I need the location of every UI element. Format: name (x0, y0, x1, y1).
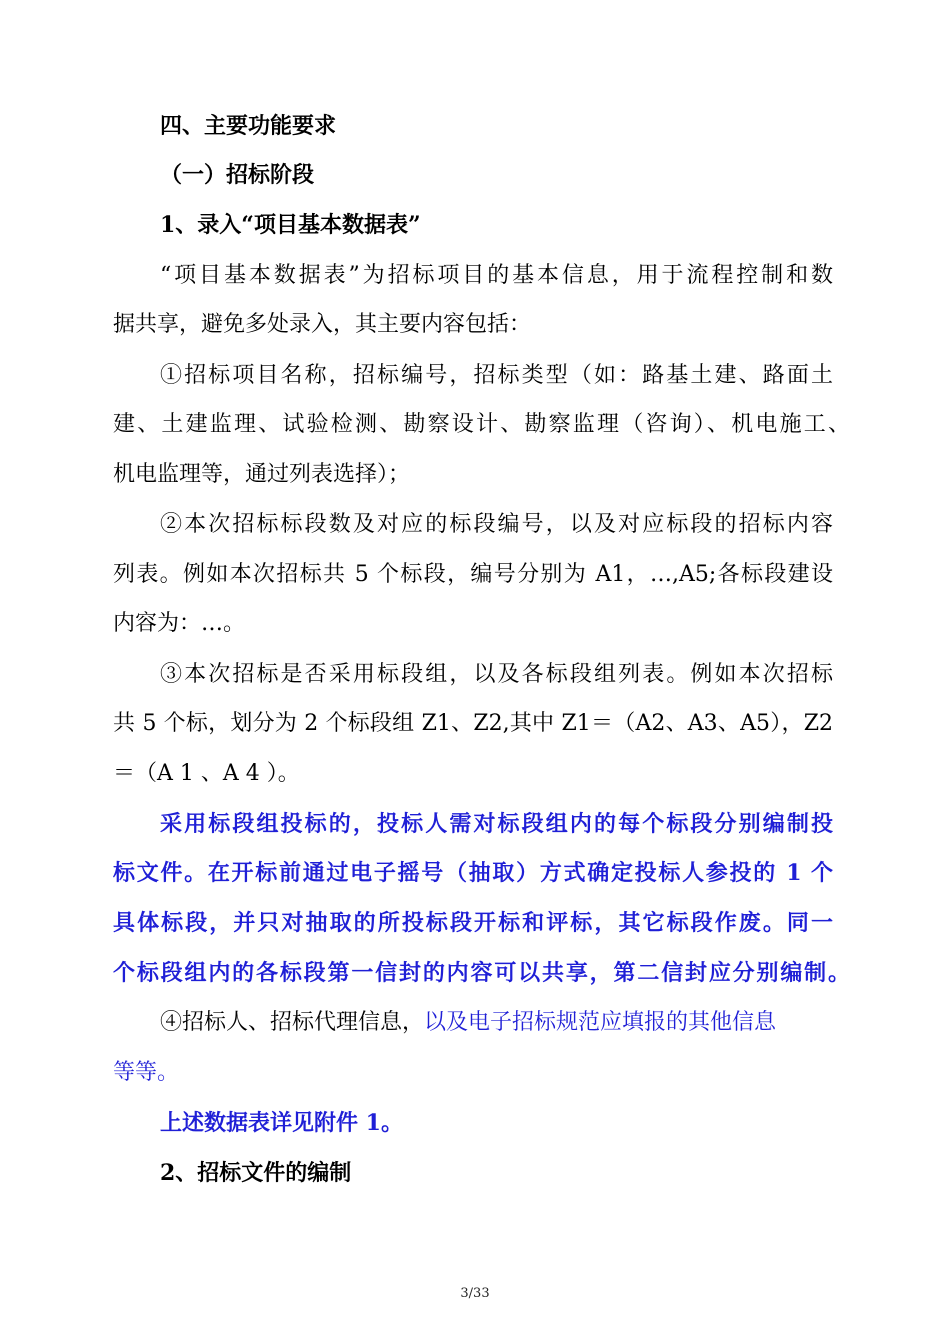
point4-line-1-blue: 以及电子招标规范应填报的其他信息 (424, 1010, 777, 1035)
point4-line-1 (160, 1008, 950, 1038)
appendix-note: 上述数据表详见附件 1。 (160, 1110, 403, 1136)
blue-para-line-4: 个标段组内的各标段第一信封的内容可以共享，第二信封应分别编制。 (113, 960, 850, 986)
intro-line-2: 据共享，避免多处录入，其主要内容包括： (113, 312, 532, 337)
point2-line-2: 列表。例如本次招标共 5 个标段，编号分别为 A1，…,A5;各标段建设 (113, 562, 833, 587)
point1-line-2: 建、土建监理、试验检测、勘察设计、勘察监理（咨询）、机电施工、 (113, 412, 850, 437)
point3-line-3: ＝（A 1 、A 4 ）。 (113, 761, 300, 786)
item2-title: 2、招标文件的编制 (160, 1160, 352, 1186)
point2-line-3: 内容为：…。 (113, 611, 246, 636)
item1-title: 1、录入“项目基本数据表” (160, 212, 421, 238)
point4-line-1-black: ④招标人、招标代理信息， (160, 1010, 425, 1035)
point1-line-1: ①招标项目名称，招标编号，招标类型（如：路基土建、路面土 (160, 363, 833, 388)
section-title: 四、主要功能要求 (160, 113, 337, 139)
blue-para-line-2: 标文件。在开标前通过电子摇号（抽取）方式确定投标人参投的 1 个 (113, 860, 833, 886)
blue-para-line-3: 具体标段，并只对抽取的所投标段开标和评标，其它标段作废。同一 (113, 910, 833, 936)
page-number: 3/33 (460, 1286, 490, 1301)
subsection-title: （一）招标阶段 (160, 162, 315, 188)
point3-line-2: 共 5 个标，划分为 2 个标段组 Z1、Z2,其中 Z1＝（A2、A3、A5），Z2 (113, 711, 833, 736)
point1-line-3: 机电监理等，通过列表选择）； (113, 462, 411, 487)
intro-line-1: “项目基本数据表”为招标项目的基本信息，用于流程控制和数 (160, 263, 833, 288)
blue-para-line-1: 采用标段组投标的，投标人需对标段组内的每个标段分别编制投 (160, 811, 833, 837)
point2-line-1: ②本次招标标段数及对应的标段编号，以及对应标段的招标内容 (160, 512, 833, 537)
point3-line-1: ③本次招标是否采用标段组，以及各标段组列表。例如本次招标 (160, 662, 833, 687)
point4-line-2: 等等。 (113, 1060, 180, 1085)
